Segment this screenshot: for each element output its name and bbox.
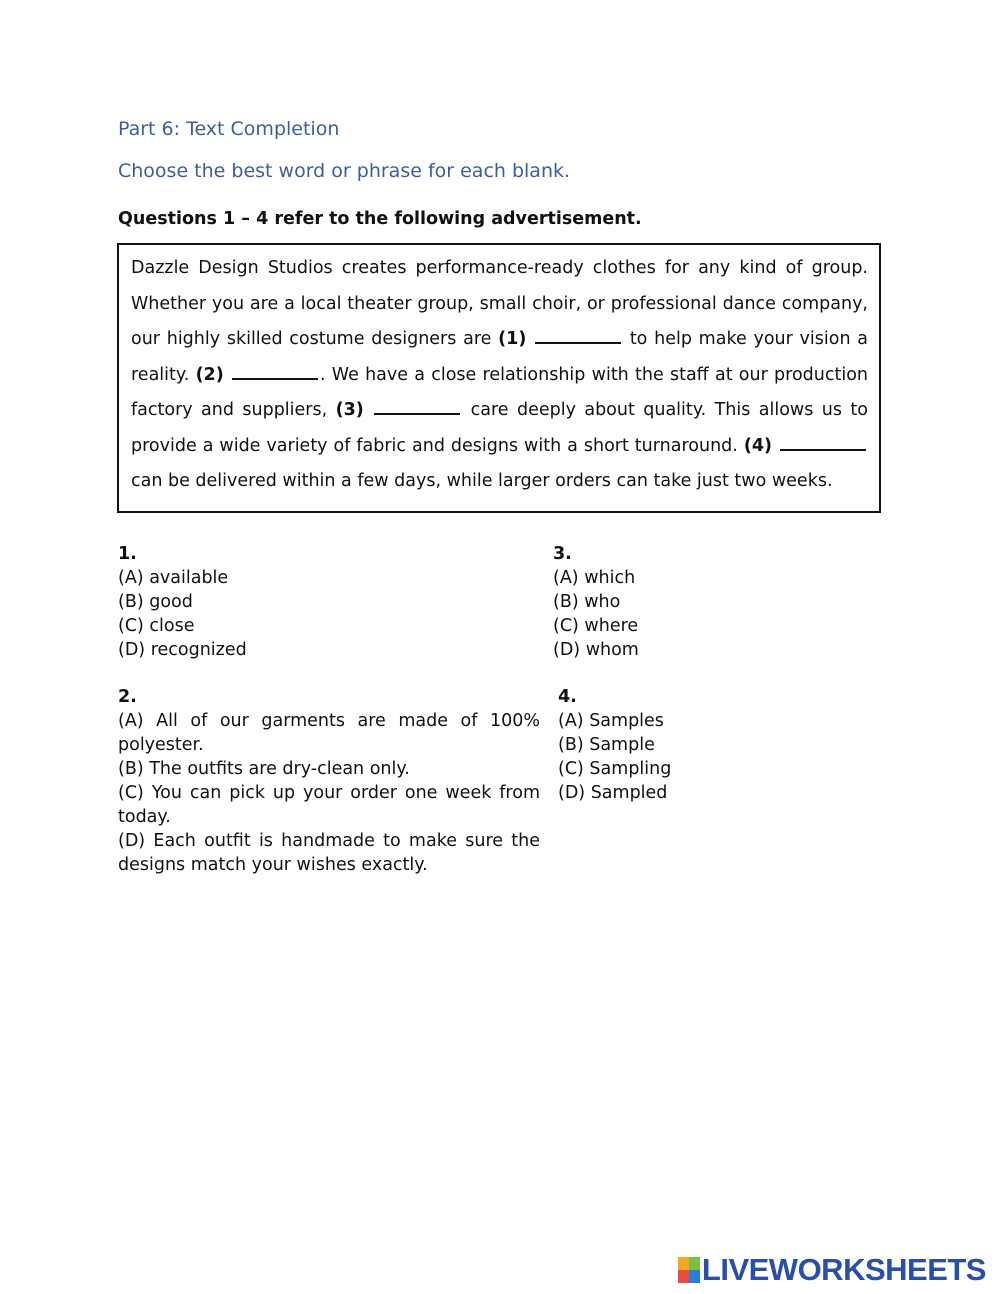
option-a[interactable]: (A) available [118, 568, 229, 588]
blank-marker-2: (2) [195, 364, 224, 385]
option-b[interactable]: (B) The outfits are dry-clean only. [118, 759, 410, 779]
question-3 [553, 542, 853, 662]
option-a[interactable]: (A) Samples [558, 711, 664, 731]
option-d[interactable]: (D) recognized [118, 640, 247, 660]
passage-text: to help make your vision a reality. [131, 329, 868, 385]
blank-2 [232, 364, 318, 380]
question-number: 2. [118, 687, 137, 707]
option-b[interactable]: (B) who [553, 592, 621, 612]
blank-3 [374, 399, 460, 415]
option-c[interactable]: (C) You can pick up your order one week from today. [118, 783, 540, 827]
option-b[interactable]: (B) Sample [558, 735, 655, 755]
advertisement-box [117, 243, 881, 513]
blank-marker-1: (1) [498, 329, 527, 349]
advertisement-passage [131, 251, 868, 500]
question-number: 3. [553, 544, 572, 564]
question-number: 4. [558, 687, 577, 707]
blank-4 [780, 435, 866, 451]
option-d[interactable]: (D) Sampled [558, 783, 668, 803]
option-d[interactable]: (D) Each outfit is handmade to make sure the designs match your wishes exactly. [118, 831, 540, 875]
question-1 [118, 542, 538, 662]
liveworksheets-logo[interactable] [678, 1252, 986, 1288]
question-2 [118, 685, 540, 877]
option-b[interactable]: (B) good [118, 592, 193, 612]
passage-text: . We have a close relationship with the staff at our production factory and suppliers, [131, 364, 868, 420]
passage-text: care deeply about quality. This allows us to provide a wide variety of fabric and designs with a short turnaround. [131, 400, 868, 456]
liveworksheets-logo-icon [678, 1257, 700, 1283]
blank-marker-3: (3) [335, 400, 364, 420]
option-c[interactable]: (C) where [553, 616, 639, 636]
option-c[interactable]: (C) close [118, 616, 195, 636]
option-a[interactable]: (A) which [553, 568, 636, 588]
questions-header: Questions 1 – 4 refer to the following advertisement. [118, 209, 642, 229]
instruction-text: Choose the best word or phrase for each blank. [118, 160, 571, 182]
passage-text: can be delivered within a few days, while larger orders can take just two weeks. [131, 471, 833, 491]
question-number: 1. [118, 544, 137, 564]
blank-1 [535, 328, 621, 344]
option-a[interactable]: (A) All of our garments are made of 100% polyester. [118, 711, 540, 755]
option-d[interactable]: (D) whom [553, 640, 639, 660]
logo-text: LIVEWORKSHEETS [701, 1252, 986, 1287]
part-title: Part 6: Text Completion [118, 118, 340, 140]
blank-marker-4: (4) [743, 435, 773, 456]
passage-text: Dazzle Design Studios creates performance-ready clothes for any kind of group. Whether you are a local theater group, small choir, or professional dance company, our highly skilled costume designers are [131, 258, 868, 349]
option-c[interactable]: (C) Sampling [558, 759, 672, 779]
question-4 [558, 685, 858, 805]
